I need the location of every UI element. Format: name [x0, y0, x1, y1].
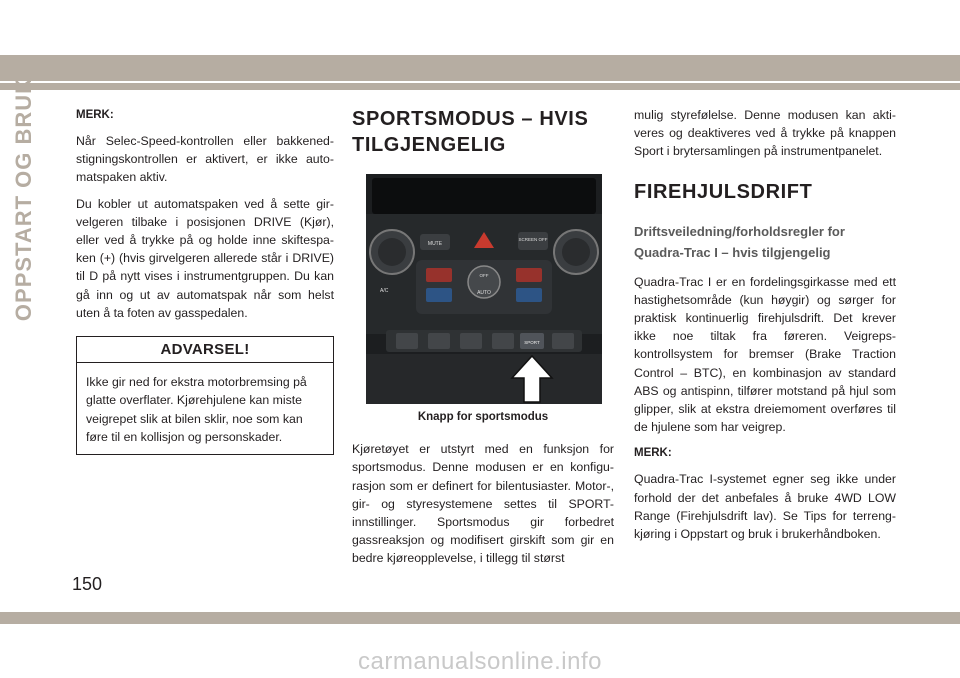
body-paragraph: Kjøretøyet er utstyrt med en funksjon for sportsmodus. Denne modusen er en konfigurasjon som er definert for bilentusiaster. Motor-, gir- og styresystemene settes til SPORT-innstillinger. Sportsmodus gir forbedret gassreaksjon og modifisert girskift som gir en bedre kjøreopplevelse, i tillegg til størst	[352, 442, 614, 566]
section-side-tab	[4, 76, 44, 322]
warning-title: ADVARSEL!	[77, 337, 333, 363]
sport-mode-photo	[366, 174, 602, 404]
body-paragraph: mulig styrefølelse. Denne modusen kan aktiveres og deaktiveres ved å trykke på knappen Sport i brytersamlingen på instrumentpanelet.	[634, 108, 896, 159]
watermark: carmanualsonline.info	[358, 648, 602, 675]
note-label: MERK:	[76, 109, 114, 121]
page-number: 150	[72, 574, 103, 594]
footer-band	[0, 612, 960, 624]
ac-button-label: A/C	[380, 288, 389, 294]
warning-text: Ikke gir ned for ekstra motorbremsing på glatte overflater. Kjørehjulene kan miste veigrepet slik at bilen sklir, noe som kan føre til en kollisjon og personskader.	[86, 375, 307, 444]
climate-off-label: OFF	[479, 273, 489, 278]
section-heading-line1: SPORTSMODUS – HVIS	[352, 108, 589, 130]
note-text: Quadra-Trac I-systemet egner seg ikke under forhold der det anbefales å bruke 4WD LOW Range (Firehjulsdrift lav). Se Tips for terrengkjøring i Oppstart og bruk i brukerhåndboken.	[634, 472, 896, 542]
column-left	[76, 106, 334, 455]
section-heading	[352, 106, 614, 158]
photo-caption: Knapp for sportsmodus	[417, 411, 549, 423]
column-middle	[352, 106, 614, 576]
section-side-tab-label: OPPSTART OG BRUK	[11, 76, 36, 322]
section-heading: FIREHJULSDRIFT	[634, 180, 813, 203]
column-right	[634, 106, 896, 551]
header-rule	[0, 83, 960, 90]
note-label: MERK:	[634, 447, 672, 460]
dashboard-illustration	[366, 174, 602, 404]
subsection-heading: Driftsveiledning/forholdsregler for Quadra-Trac I – hvis tilgjengelig	[634, 223, 845, 260]
header-band	[0, 55, 960, 81]
sport-button-label: SPORT	[524, 340, 540, 345]
screen-off-button-label: SCREEN OFF	[518, 237, 548, 242]
section-heading-line2: TILGJENGELIG	[352, 134, 506, 156]
auto-button-label: AUTO	[477, 290, 491, 296]
body-paragraph: Quadra-Trac I er en fordelingsgirkasse med ett hastighetsområde (kun høygir) og sørger for praktisk kontinuerlig firehjulsdrift. Det krever ikke noe tiltak fra føreren. Veigrepskontrollsystem for bremser (Brake Traction Control – BTC), en kombinasjon av standard ABS og antispinn, tilfører motstand på hjul som glipper, slik at ekstra dreiemoment overføres til de hjulene som har veigrep.	[634, 274, 896, 435]
mute-button-label: MUTE	[427, 241, 443, 247]
warning-box	[76, 336, 334, 455]
note-text: Når Selec-Speed-kontrollen eller bakkenedstigningskontrollen er aktivert, er ikke automatspaken aktiv.	[76, 134, 334, 185]
body-paragraph: Du kobler ut automatspaken ved å sette girvelgeren tilbake i posisjonen DRIVE (Kjør), eller ved å trykke på og holde inne skiftespaken (+) (hvis girvelgeren allerede står i DRIVE) til D på nytt vises i instrumentgruppen. Du kan gå inn og ut av automatspak når som helst uten å ta foten av gasspedalen.	[76, 196, 334, 320]
